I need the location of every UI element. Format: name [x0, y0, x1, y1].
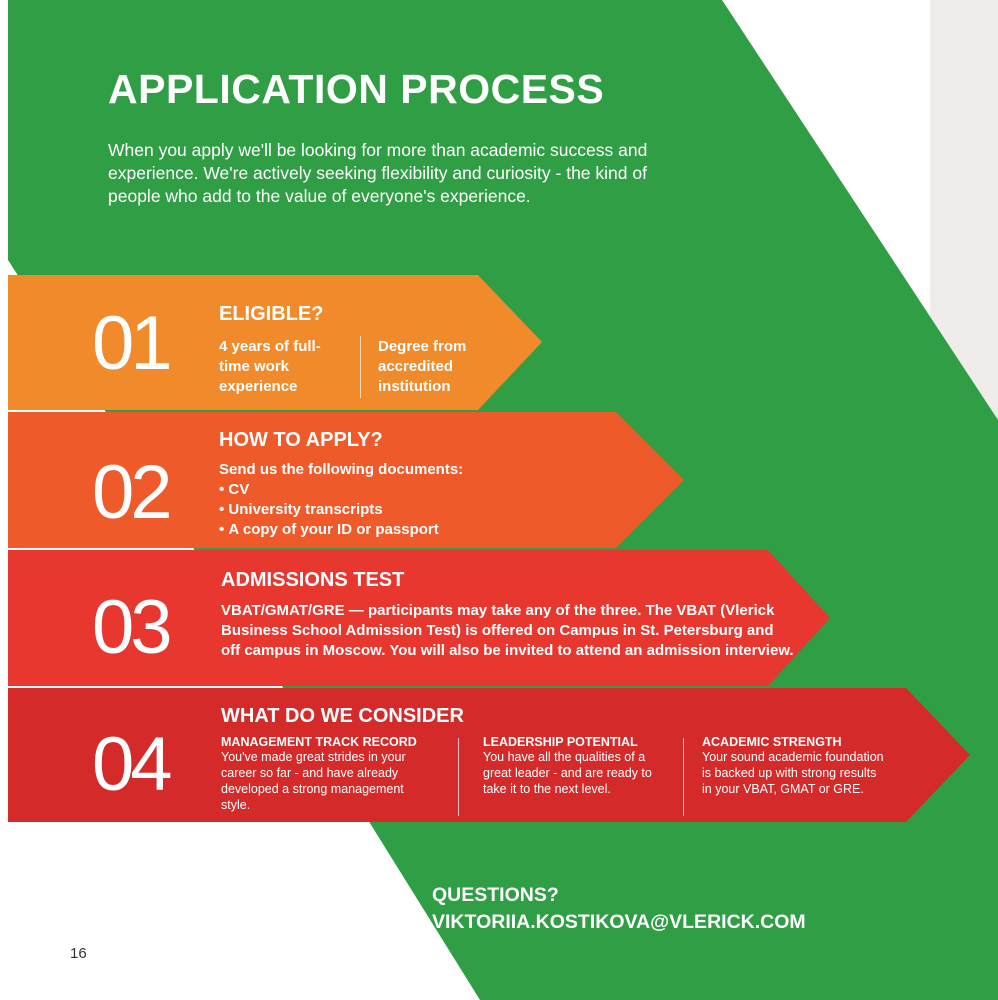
consider-column-heading: ACADEMIC STRENGTH [702, 735, 842, 749]
document-item: • University transcripts [219, 500, 439, 520]
step-04-title: WHAT DO WE CONSIDER [221, 705, 464, 727]
step-01-title: ELIGIBLE? [219, 303, 324, 325]
consider-column-text: Your sound academic foundation is backed up with strong results in your VBAT, GMAT or GRE. [702, 750, 884, 796]
questions-block [432, 882, 806, 936]
step-04-number: 04 [92, 722, 169, 807]
step-02-title: HOW TO APPLY? [219, 429, 383, 451]
step-03-title: ADMISSIONS TEST [221, 569, 405, 591]
step-03-text: VBAT/GMAT/GRE — participants may take any of the three. The VBAT (Vlerick Business School Admission Test) is offered on Campus in St. Petersburg and off campus in Moscow. You will also be invited to attend an admission interview. [221, 602, 794, 659]
consider-divider-2 [683, 738, 684, 816]
consider-column-heading: MANAGEMENT TRACK RECORD [221, 735, 417, 749]
consider-divider-1 [458, 738, 459, 816]
questions-label: QUESTIONS? [432, 884, 559, 906]
intro-paragraph: When you apply we'll be looking for more than academic success and experience. We're actively seeking flexibility and curiosity - the kind of people who add to the value of everyone's experience. [108, 140, 648, 206]
consider-column-text: You've made great strides in your career so far - and have already developed a strong management style. [221, 750, 406, 812]
page-title: APPLICATION PROCESS [108, 66, 605, 112]
document-item: • CV [219, 480, 439, 500]
contact-email[interactable]: VIKTORIIA.KOSTIKOVA@VLERICK.COM [432, 911, 806, 933]
consider-column-academic [702, 735, 887, 797]
consider-column-text: You have all the qualities of a great leader - and are ready to take it to the next level. [483, 750, 652, 796]
step-02-document-list [219, 480, 439, 540]
step-01-col-1: 4 years of full-time work experience [219, 338, 321, 395]
document-item: • A copy of your ID or passport [219, 520, 439, 540]
step-01-number: 01 [92, 301, 169, 386]
step-02-number: 02 [92, 450, 169, 535]
step-01-col-2: Degree from accredited institution [378, 338, 467, 395]
consider-column-management [221, 735, 451, 813]
step-03-number: 03 [92, 585, 169, 670]
page-number: 16 [70, 945, 87, 962]
consider-column-heading: LEADERSHIP POTENTIAL [483, 735, 638, 749]
step-01-divider [360, 336, 361, 398]
step-02-lead: Send us the following documents: [219, 461, 464, 478]
consider-column-leadership [483, 735, 673, 797]
